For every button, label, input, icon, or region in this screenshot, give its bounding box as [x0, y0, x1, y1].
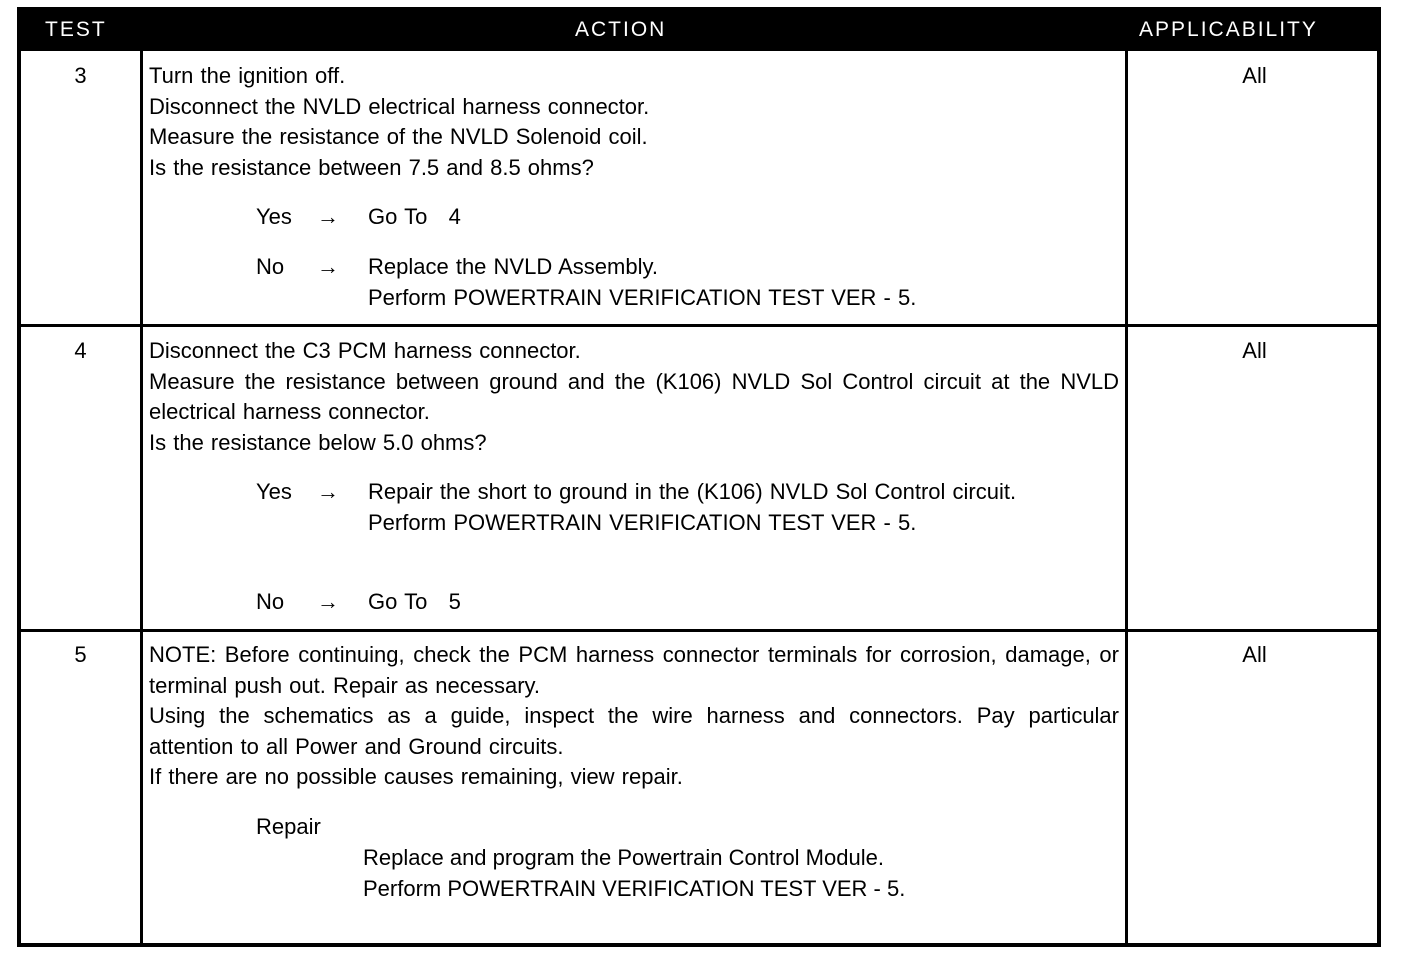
yes-label: Yes [256, 479, 292, 504]
applicability-value: All [1242, 338, 1267, 363]
arrow-icon: → [317, 589, 339, 614]
yes-result [368, 477, 1119, 538]
table-header [21, 11, 1377, 51]
no-result [368, 252, 916, 313]
diagnostic-table [17, 7, 1381, 947]
no-result: Go To 5 [368, 589, 461, 614]
action-line: Disconnect the NVLD electrical harness connector. [149, 93, 650, 119]
yes-result: Go To 4 [368, 204, 461, 229]
column-divider [140, 51, 143, 943]
action-line: Is the resistance between 7.5 and 8.5 ohms? [149, 154, 594, 180]
header-test: TEST [45, 18, 107, 41]
action-text [149, 640, 1119, 793]
result-line: Replace the NVLD Assembly. [368, 254, 658, 279]
action-line: Is the resistance below 5.0 ohms? [149, 429, 487, 455]
action-line: NOTE: Before continuing, check the PCM harness connector terminals for corrosion, damage, or terminal push out. Repair as necessary. [149, 642, 1119, 698]
row-divider [21, 324, 1377, 327]
repair-label: Repair [256, 814, 321, 839]
column-divider [1125, 51, 1128, 943]
test-number: 3 [74, 63, 87, 88]
header-applicability: APPLICABILITY [1139, 18, 1318, 41]
result-line: Perform POWERTRAIN VERIFICATION TEST VER - 5. [368, 284, 917, 310]
test-number: 5 [74, 642, 87, 667]
action-line: Measure the resistance of the NVLD Solenoid coil. [149, 124, 648, 149]
result-line: Repair the short to ground in the (K106) NVLD Sol Control circuit. [368, 479, 1017, 504]
applicability-value: All [1242, 642, 1267, 667]
arrow-icon: → [317, 204, 339, 229]
action-line: Measure the resistance between ground and the (K106) NVLD Sol Control circuit at the NVLD electrical harness connector. [149, 368, 1119, 424]
applicability-value: All [1242, 63, 1267, 88]
no-label: No [256, 254, 285, 279]
action-text [149, 336, 1119, 458]
action-line: If there are no possible causes remaining, view repair. [149, 764, 683, 789]
header-action: ACTION [575, 18, 667, 41]
arrow-icon: → [317, 479, 339, 504]
action-text [149, 61, 649, 183]
arrow-icon: → [317, 254, 339, 279]
yes-label: Yes [256, 204, 292, 229]
repair-line: Replace and program the Powertrain Control Module. [363, 845, 884, 870]
repair-line: Perform POWERTRAIN VERIFICATION TEST VER - 5. [363, 875, 906, 901]
repair-text [363, 843, 905, 904]
test-number: 4 [74, 338, 87, 363]
result-line: Perform POWERTRAIN VERIFICATION TEST VER - 5. [368, 509, 917, 535]
no-label: No [256, 589, 285, 614]
row-divider [21, 629, 1377, 632]
action-line: Disconnect the C3 PCM harness connector. [149, 338, 581, 363]
action-line: Turn the ignition off. [149, 63, 346, 88]
action-line: Using the schematics as a guide, inspect the wire harness and connectors. Pay particular attention to all Power and Ground circuits. [149, 703, 1119, 759]
